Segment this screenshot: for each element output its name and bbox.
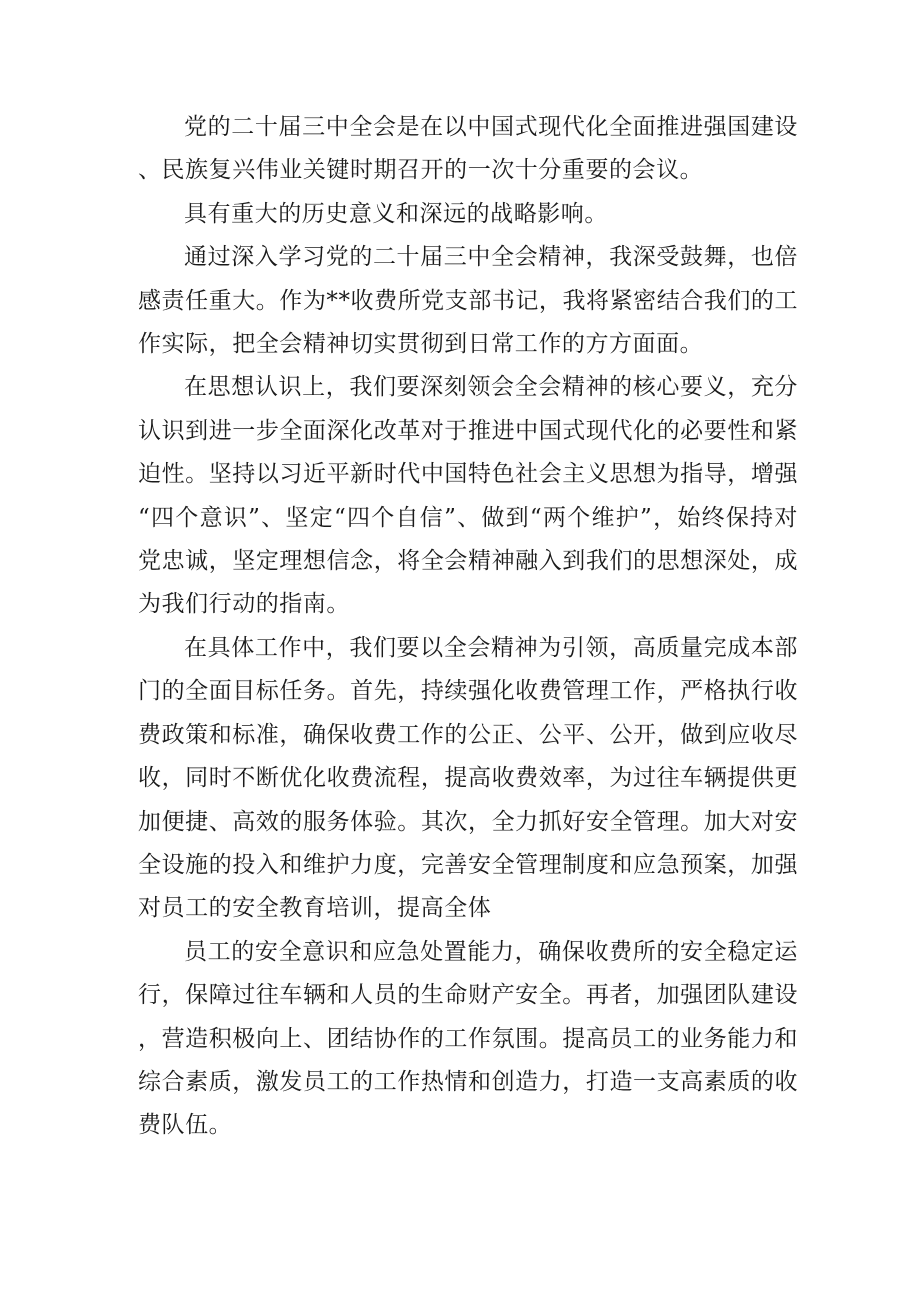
paragraph-3: 通过深入学习党的二十届三中全会精神，我深受鼓舞，也倍感责任重大。作为**收费所党支部书记，我将紧密结合我们的工作实际，把全会精神切实贯彻到日常工作的方方面面。: [138, 244, 798, 358]
document-body: [138, 106, 798, 1148]
paragraph-1: 党的二十届三中全会是在以中国式现代化全面推进强国建设、民族复兴伟业关键时期召开的一次十分重要的会议。: [138, 114, 798, 184]
paragraph-4: 在思想认识上，我们要深刻领会全会精神的核心要义，充分认识到进一步全面深化改革对于推进中国式现代化的必要性和紧迫性。坚持以习近平新时代中国特色社会主义思想为指导，增强“四个意识”、坚定“四个自信”、做到“两个维护”，始终保持对党忠诚，坚定理想信念，将全会精神融入到我们的思想深处，成为我们行动的指南。: [138, 374, 798, 618]
paragraph-6: 员工的安全意识和应急处置能力，确保收费所的安全稳定运行，保障过往车辆和人员的生命财产安全。再者，加强团队建设，营造积极向上、团结协作的工作氛围。提高员工的业务能力和综合素质，激发员工的工作热情和创造力，打造一支高素质的收费队伍。: [138, 938, 798, 1139]
paragraph-2: 具有重大的历史意义和深远的战略影响。: [184, 200, 608, 227]
paragraph-5: 在具体工作中，我们要以全会精神为引领，高质量完成本部门的全面目标任务。首先，持续强化收费管理工作，严格执行收费政策和标准，确保收费工作的公正、公平、公开，做到应收尽收，同时不断优化收费流程，提高收费效率，为过往车辆提供更加便捷、高效的服务体验。其次，全力抓好安全管理。加大对安全设施的投入和维护力度，完善安全管理制度和应急预案，加强对员工的安全教育培训，提高全体: [138, 634, 798, 922]
